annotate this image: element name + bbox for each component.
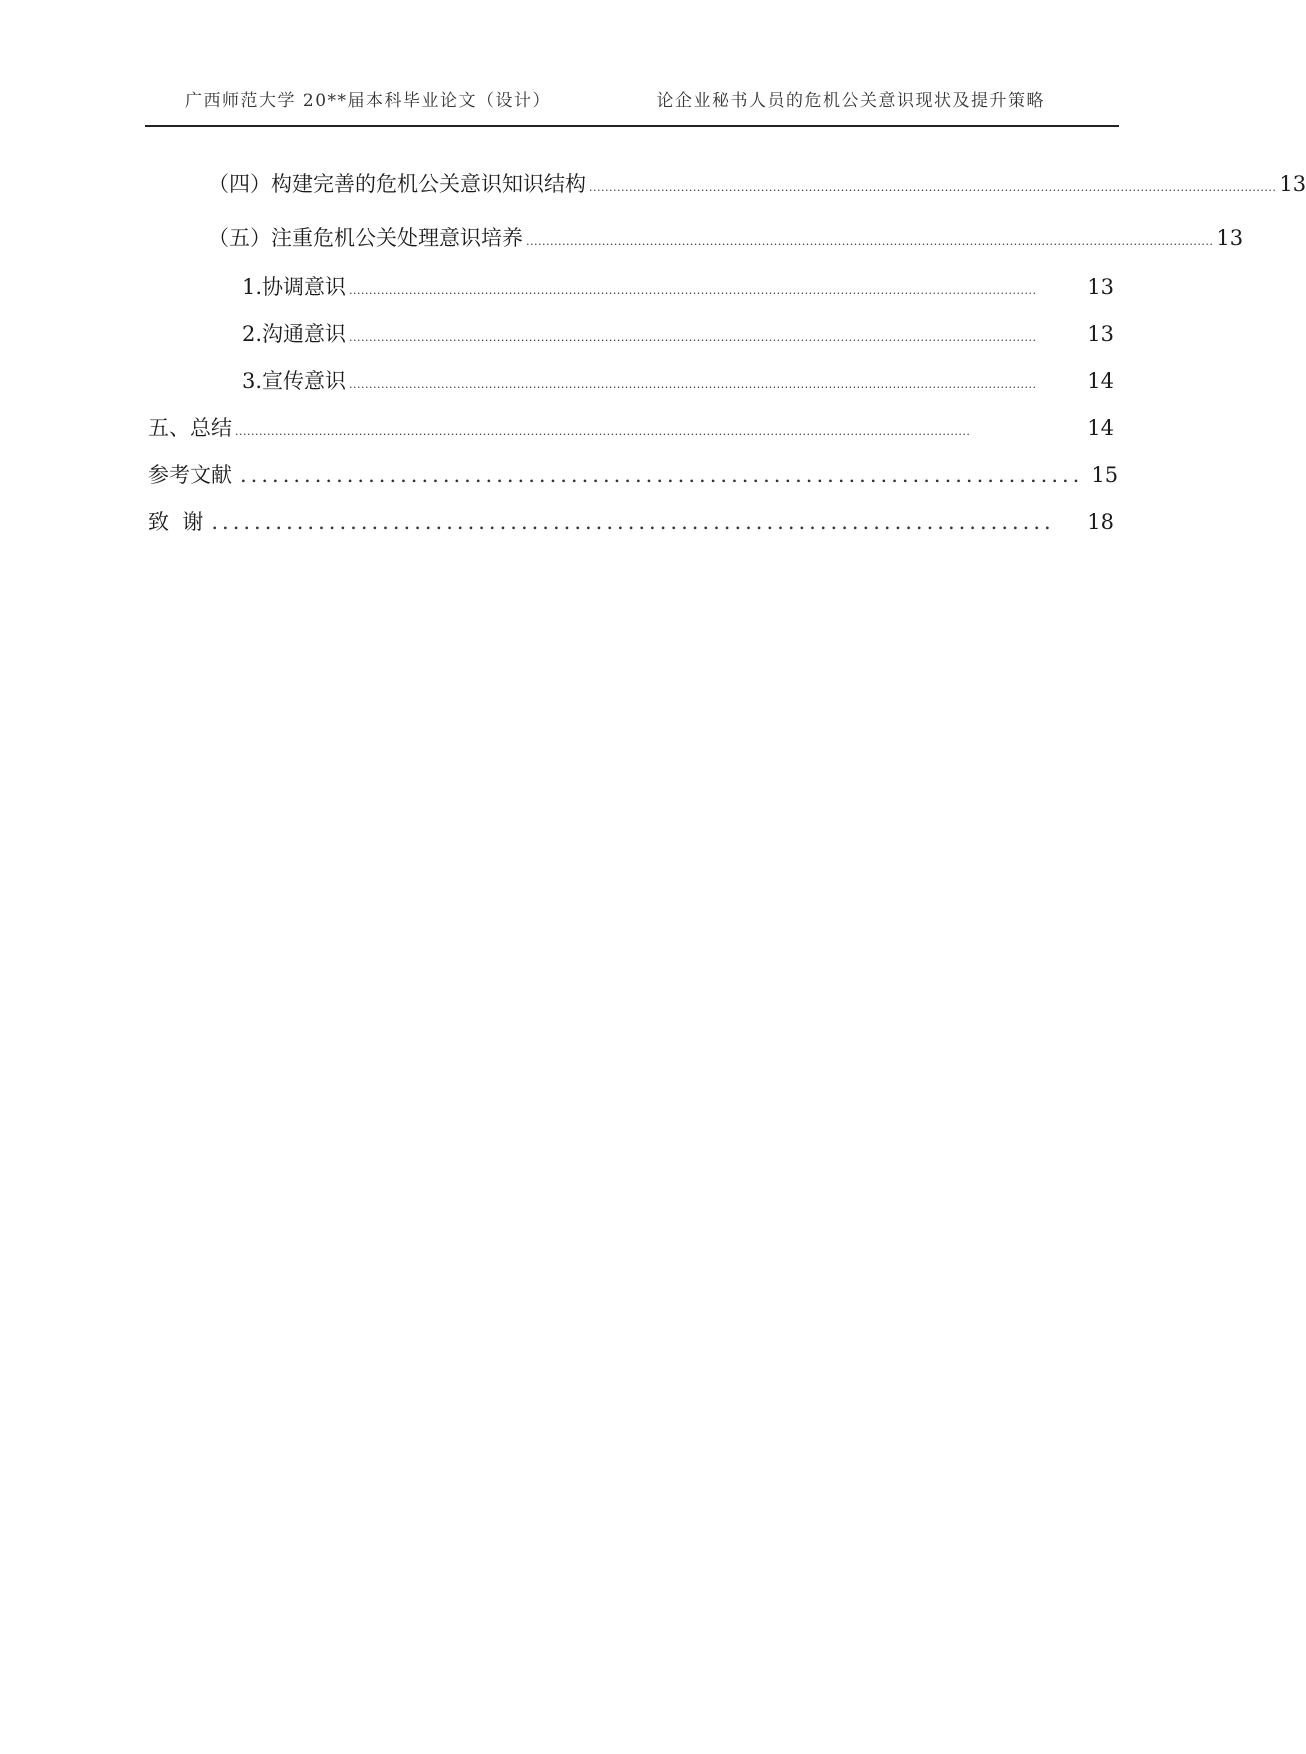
toc-entry-page: 13 <box>1216 226 1244 250</box>
toc-leader-dots: ............................................................................................................................................................................ <box>349 378 1037 391</box>
toc-entry-title: （五）注重危机公关处理意识培养 <box>208 226 523 250</box>
toc-entry[interactable] <box>148 271 1114 301</box>
toc-entry[interactable] <box>148 365 1114 395</box>
page-header <box>145 86 1115 120</box>
toc-entry-page: 14 <box>1087 369 1114 393</box>
toc-entry-page: 13 <box>1087 322 1114 346</box>
toc-entry[interactable] <box>148 506 1114 536</box>
header-right-text: 论企业秘书人员的危机公关意识现状及提升策略 <box>656 91 1045 111</box>
toc-entry-title: 参考文献 <box>148 463 232 487</box>
toc-entry-title: 2.沟通意识 <box>242 322 347 346</box>
toc-entry-page: 15 <box>1091 463 1119 487</box>
toc-leader-dots: ............................................................................... <box>240 463 1084 487</box>
toc-leader-dots: ........................................................................................................................................................................................ <box>235 425 971 438</box>
toc-entry[interactable] <box>148 222 1244 252</box>
toc-entry-title: 致 谢 <box>148 510 204 534</box>
toc-entry-title: 五、总结 <box>148 416 232 440</box>
toc-entry-page: 14 <box>1087 416 1114 440</box>
toc-leader-dots: ............................................................................................................................................................................ <box>526 235 1214 248</box>
toc-entry[interactable] <box>148 412 1114 442</box>
toc-entry-page: 13 <box>1087 275 1114 299</box>
header-left-text: 广西师范大学 20**届本科毕业论文（设计） <box>185 91 552 111</box>
toc-entry[interactable] <box>148 318 1114 348</box>
toc-leader-dots: ............................................................................... <box>211 510 1055 534</box>
toc-entry[interactable] <box>148 168 1306 198</box>
toc-entry-title: 1.协调意识 <box>242 275 347 299</box>
toc-leader-dots: ............................................................................................................................................................................ <box>349 284 1037 297</box>
toc-entry-page: 18 <box>1087 510 1114 534</box>
toc-leader-dots: ............................................................................................................................................................................ <box>349 331 1037 344</box>
header-divider <box>145 125 1119 127</box>
toc-entry-title: （四）构建完善的危机公关意识知识结构 <box>208 172 586 196</box>
toc-entry[interactable] <box>148 459 1119 489</box>
toc-leader-dots: ............................................................................................................................................................................ <box>589 181 1277 194</box>
toc-entry-title: 3.宣传意识 <box>242 369 347 393</box>
toc-entry-page: 13 <box>1279 172 1306 196</box>
